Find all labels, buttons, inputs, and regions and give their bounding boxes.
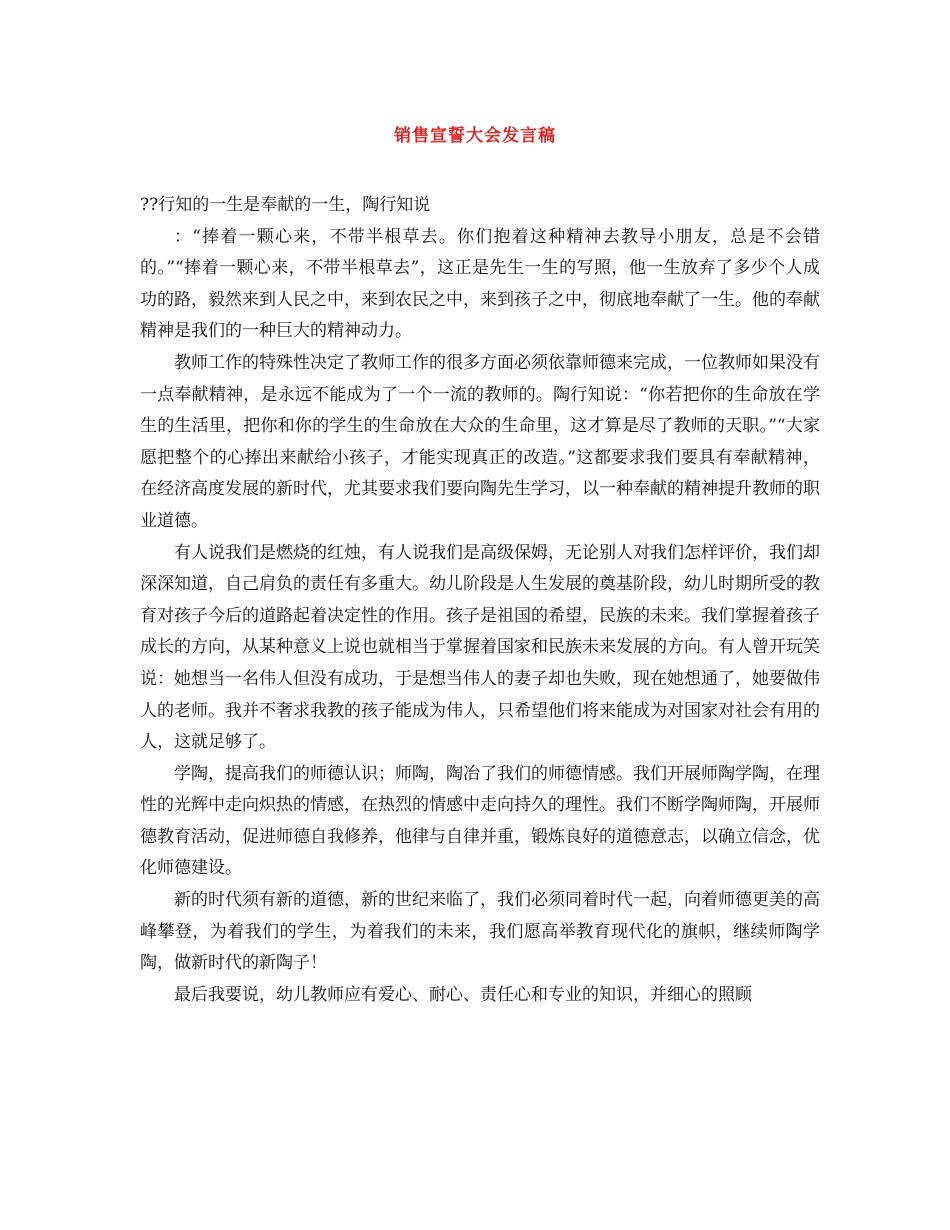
paragraph-4: 有人说我们是燃烧的红烛，有人说我们是高级保姆，无论别人对我们怎样评价，我们却深深知道，自己肩负的责任有多重大。幼儿阶段是人生发展的奠基阶段，幼儿时期所受的教育对孩子今后的道路起着决定性的作用。孩子是祖国的希望，民族的未来。我们掌握着孩子成长的方向，从某种意义上说也就相当于掌握着国家和民族未来发展的方向。有人曾开玩笑说：她想当一名伟人但没有成功，于是想当伟人的妻子却也失败，现在她想通了，她要做伟人的老师。我并不奢求我教的孩子能成为伟人，只希望他们将来能成为对国家对社会有用的人，这就足够了。 bbox=[140, 542, 820, 753]
paragraph-2: ：“捧着一颗心来，不带半根草去。你们抱着这种精神去教导小朋友，总是不会错的。”“捧着一颗心来，不带半根草去”，这正是先生一生的写照，他一生放弃了多少个人成功的路，毅然来到人民之中，来到农民之中，来到孩子之中，彻底地奉献了一生。他的奉献精神是我们的一种巨大的精神动力。 bbox=[140, 226, 820, 342]
paragraph-6: 新的时代须有新的道德，新的世纪来临了，我们必须同着时代一起，向着师德更美的高峰攀登，为着我们的学生，为着我们的未来，我们愿高举教育现代化的旗帜，继续师陶学陶，做新时代的新陶子！ bbox=[140, 890, 820, 974]
paragraph-5: 学陶，提高我们的师德认识；师陶，陶冶了我们的师德情感。我们开展师陶学陶，在理性的光辉中走向炽热的情感，在热烈的情感中走向持久的理性。我们不断学陶师陶，开展师德教育活动，促进师德自我修养，他律与自律并重，锻炼良好的道德意志，以确立信念，优化师德建设。 bbox=[140, 763, 820, 879]
page-title: 销售宣誓大会发言稿 bbox=[394, 126, 556, 146]
paragraph-3: 教师工作的特殊性决定了教师工作的很多方面必须依靠师德来完成，一位教师如果没有一点奉献精神，是永远不能成为了一个一流的教师的。陶行知说：“你若把你的生命放在学生的生活里，把你和你的学生的生命放在大众的生命里，这才算是尽了教师的天职。”“大家愿把整个的心捧出来献给小孩子，才能实现真正的改造。”这都要求我们要具有奉献精神，在经济高度发展的新时代，尤其要求我们要向陶先生学习，以一种奉献的精神提升教师的职业道德。 bbox=[140, 352, 820, 531]
paragraph-7: 最后我要说，幼儿教师应有爱心、耐心、责任心和专业的知识，并细心的照顾 bbox=[174, 984, 752, 1005]
document-body bbox=[140, 190, 820, 1011]
paragraph-1: ??行知的一生是奉献的一生，陶行知说 bbox=[140, 195, 431, 215]
